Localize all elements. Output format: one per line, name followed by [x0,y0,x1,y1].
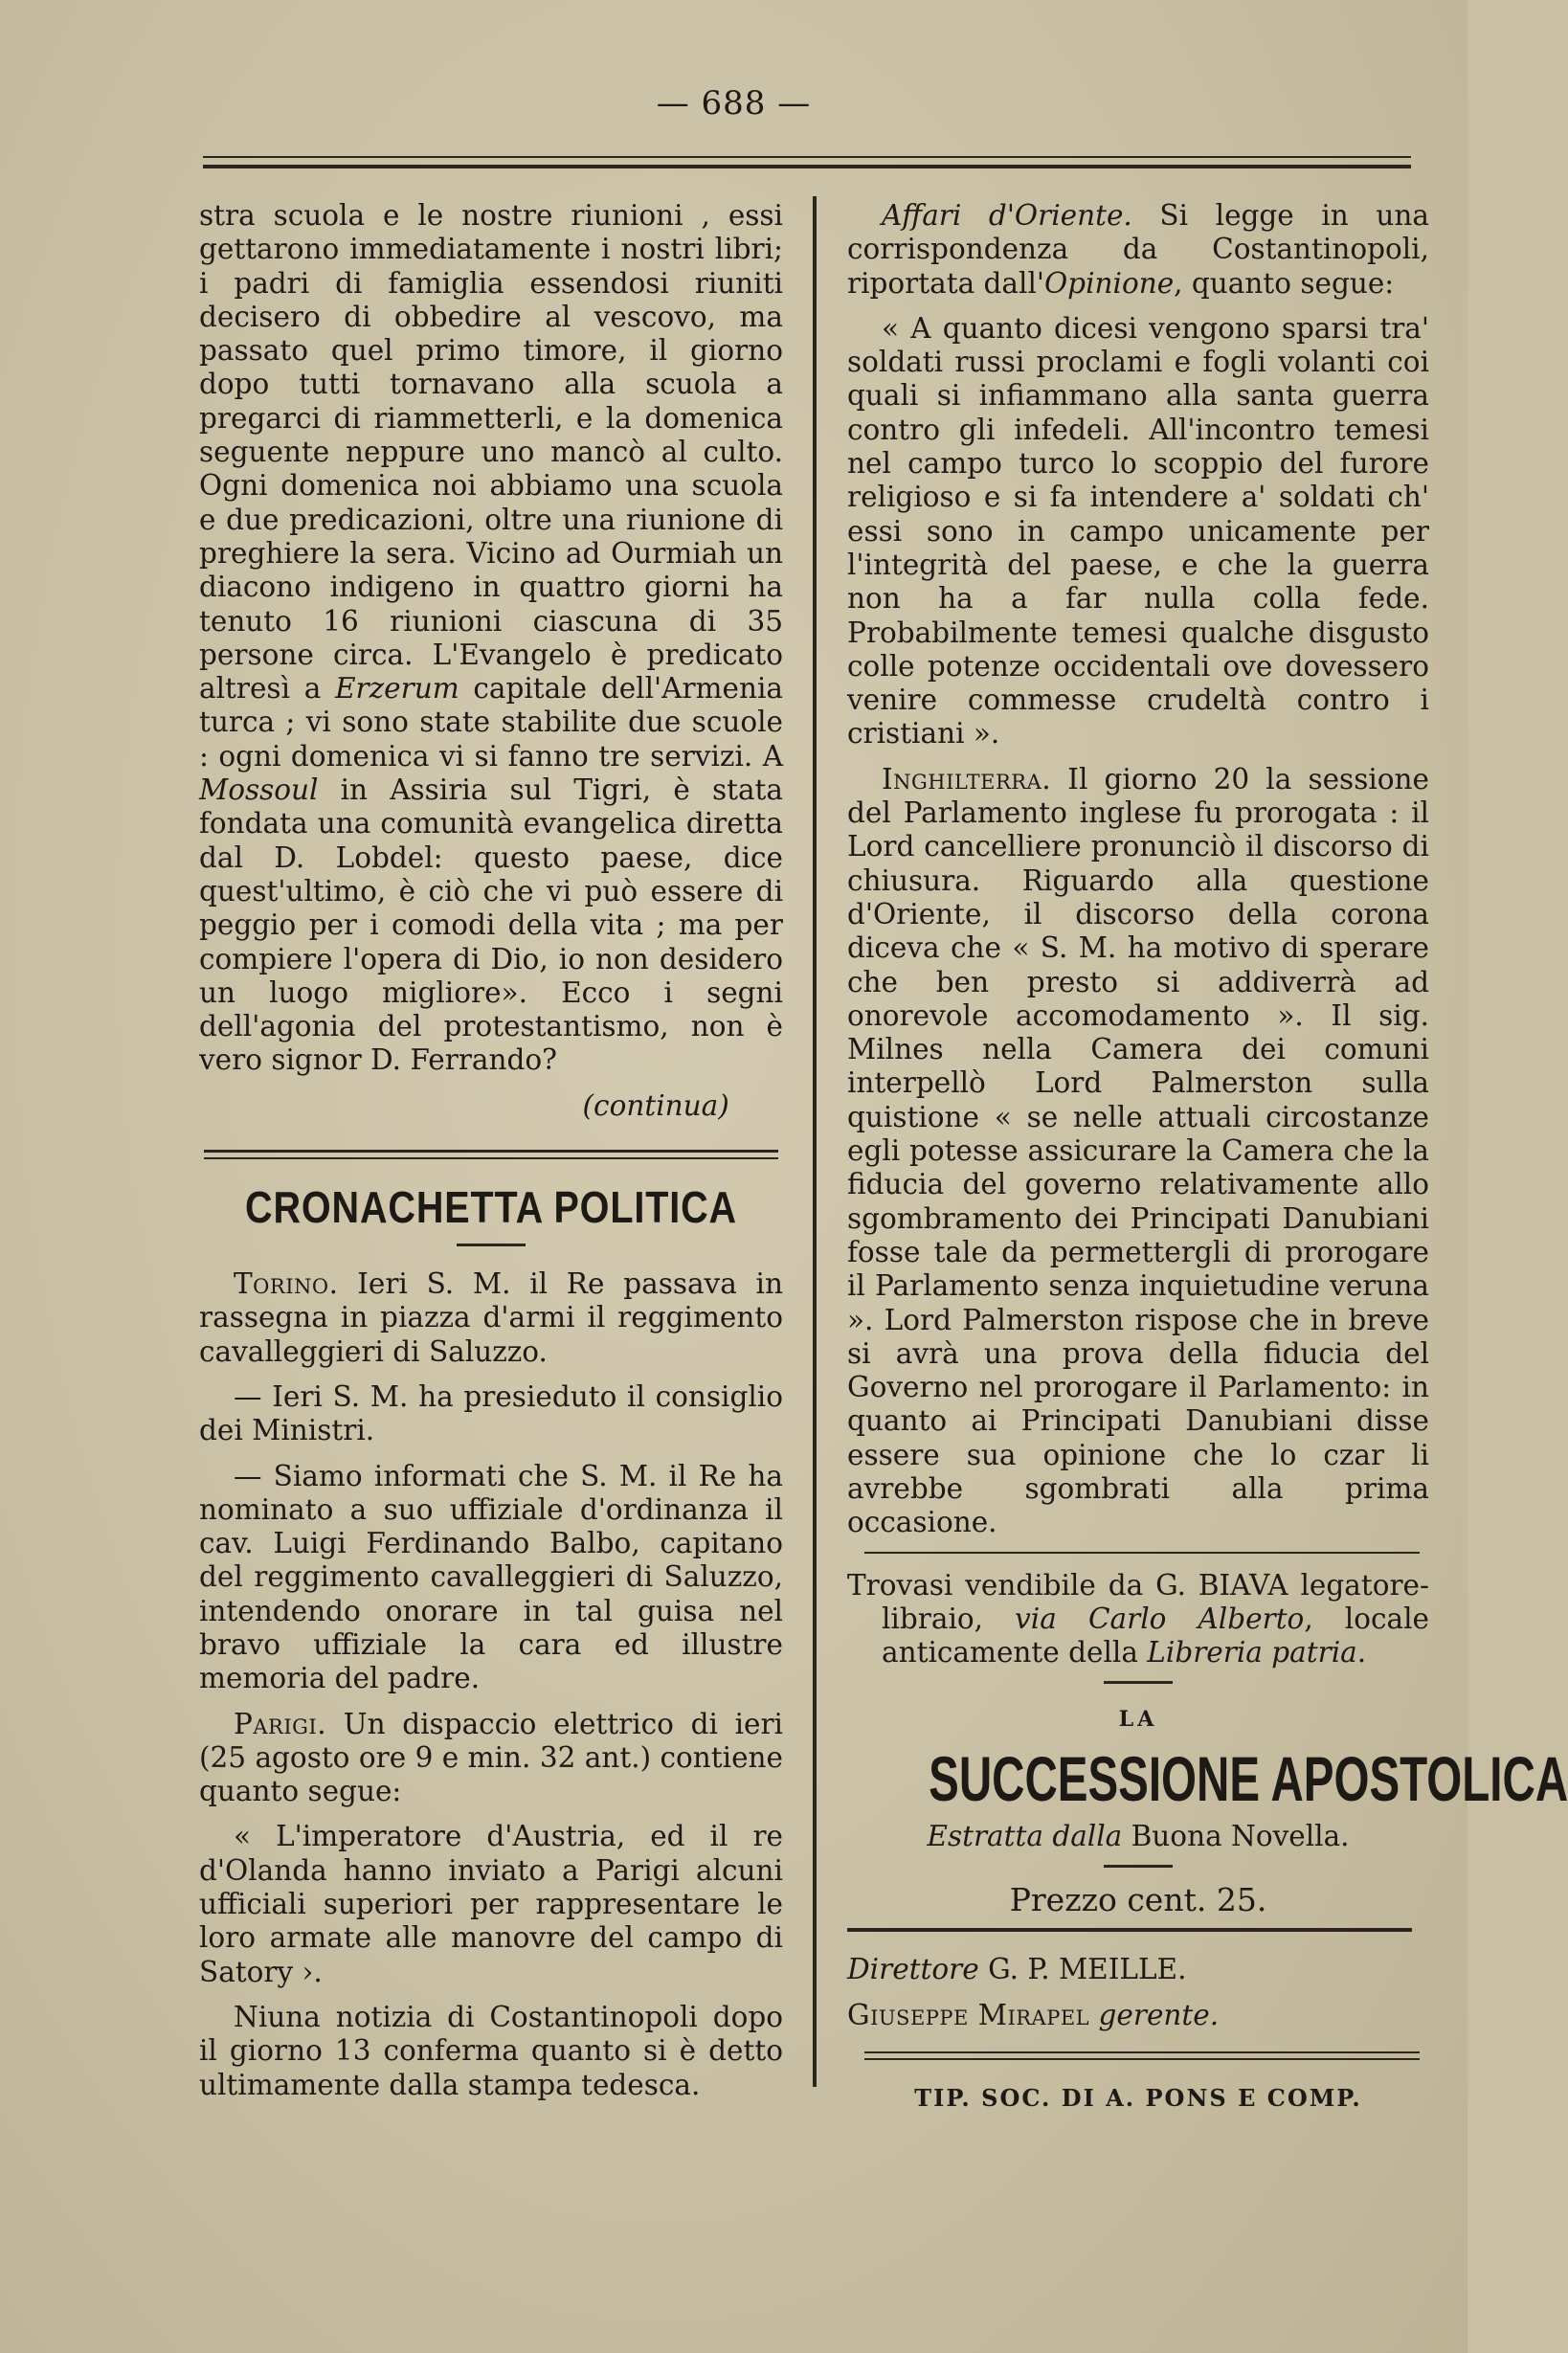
news-consiglio: — Ieri S. M. ha presieduto il consiglio dei Ministri. [199,1379,783,1447]
news-torino: Torino. Ieri S. M. il Re passava in rassegna in piazza d'armi il reggimento cavalleggieri di Saluzzo. [199,1267,783,1368]
section-separator [204,1150,778,1159]
title-underline [457,1244,526,1246]
manager-line: Giuseppe Mirapel gerente. [847,1998,1220,2031]
dateline-oriente: Affari d'Oriente. [882,199,1132,232]
book-subtitle: Estratta dalla Buona Novella. [927,1819,1350,1852]
news-oriente-quote: « A quanto dicesi vengono sparsi tra' soldati russi proclami e fogli volanti coi quali si infiammano alla santa guerra contro gli infedeli. All'incontro temesi nel campo turco lo scoppio del furore religioso e si fa intendere a' soldati ch' essi sono in campo unicamente per l'integrità del paese, e che la guerra non ha a far nulla colla fede. Probabilmente temesi qualche disgusto colle potenze occidentali ove dovessero venire commesse crudeltà contro i cristiani ». [847,311,1429,751]
news-inghilterra: Inghilterra. Il giorno 20 la sessione del Parlamento inglese fu prorogata : il Lord cancelliere pronunciò il discorso di chiusura. Riguardo alla questione d'Oriente, il discorso della corona diceva che « S. M. ha motivo di sperare che ben presto si addiverrà ad onorevole accomodamento ». Il sig. Milnes nella Camera dei comuni interpellò Lord Palmerston sulla quistione « se nelle attuali circostanze egli potesse assicurare la Camera che la fiducia del governo relativamente allo sgombramento dei Principati Danubiani fosse tale da permettergli di prorogare il Parlamento senza inquietudine veruna ». Lord Palmerston rispose che in breve si avrà una prova della fiducia del Governo nel prorogare il Parlamento: in quanto ai Principati Danubiani disse essere sua opinione che lo czar li avrebbe sgombrati alla prima occasione. [847,762,1429,1539]
place-mossoul: Mossoul [199,773,319,807]
dateline-parigi: Parigi. [234,1707,327,1740]
book-underline [1104,1865,1173,1868]
article-continuation: stra scuola e le nostre riunioni , essi gettarono immediatamente i nostri libri; i padri di famiglia essendosi riuniti decisero di obbedire al vescovo, ma passato quel primo timore, il giorno dopo tutti tornavano alla scuola a pregarci di riammetterli, e la domenica seguente neppure uno mancò al culto. Ogni domenica noi abbiamo una scuola e due predicazioni, oltre una riunione di preghiere la sera. Vicino ad Ourmiah un diacono indigeno in quattro giorni ha tenuto 16 riunioni ciascuna di 35 persone circa. L'Evangelo è predicato altresì a Erzerum capitale dell'Armenia turca ; vi sono state stabilite due scuole : ogni domenica vi si fanno tre servizi. A Mossoul in Assiria sul Tigri, è stata fondata una comunità evangelica diretta dal D. Lobdel: questo paese, dice quest'ultimo, è ciò che vi può essere di peggio per i comodi della vita ; ma per compiere l'opera di Dio, io non desidero un luogo migliore». Ecco i segni dell'agonia del protestantismo, non è vero signor D. Ferrando? [199,199,783,1077]
header-rule [203,156,1411,168]
printer-credit: TIP. SOC. DI A. PONS E COMP. [914,2083,1362,2112]
director-line: Direttore G. P. MEILLE. [847,1953,1187,1986]
news-balbo: — Siamo informati che S. M. il Re ha nominato a suo uffiziale d'ordinanza il cav. Luigi Ferdinando Balbo, capitano del reggimento cavalleggieri di Saluzzo, intendendo onorare in tal guisa nel bravo uffiziale la cara ed illustre memoria del padre. [199,1459,783,1695]
dateline-inghilterra: Inghilterra. [882,762,1052,796]
news-parigi: Parigi. Un dispaccio elettrico di ieri (25 agosto ore 9 e min. 32 ant.) contiene quanto segue: [199,1707,783,1808]
dateline-torino: Torino. [234,1267,339,1301]
colophon-rule [847,1928,1412,1932]
book-article: LA [1118,1707,1158,1733]
page-number: — 688 — [656,84,812,123]
continua-note: (continua) [582,1088,729,1122]
right-column [847,199,1568,2126]
printer-rule [864,2051,1420,2060]
ad-underline [1104,1681,1173,1684]
book-price: Prezzo cent. 25. [1009,1881,1267,1919]
ad-separator [864,1552,1420,1554]
bookseller-notice: Trovasi vendibile da G. BIAVA legatore-libraio, via Carlo Alberto, locale anticamente della Libreria patria. [847,1568,1429,1670]
column-divider [813,196,817,2087]
news-oriente: Affari d'Oriente. Si legge in una corrispondenza da Costantinopoli, riportata dall'Opinione, quanto segue: [847,199,1429,300]
news-costantinopoli: Niuna notizia di Costantinopoli dopo il giorno 13 conferma quanto si è detto ultimamente dalla stampa tedesca. [199,2000,783,2101]
news-imperatore: « L'imperatore d'Austria, ed il re d'Olanda hanno inviato a Parigi alcuni ufficiali superiori per rappresentare le loro armate alle manovre del campo di Satory ›. [199,1820,783,1988]
section-title: CRONACHETTA POLITICA [245,1182,737,1233]
left-column [199,199,783,2114]
book-title: SUCCESSIONE APOSTOLICA [929,1742,1568,1814]
place-erzerum: Erzerum [334,672,459,706]
